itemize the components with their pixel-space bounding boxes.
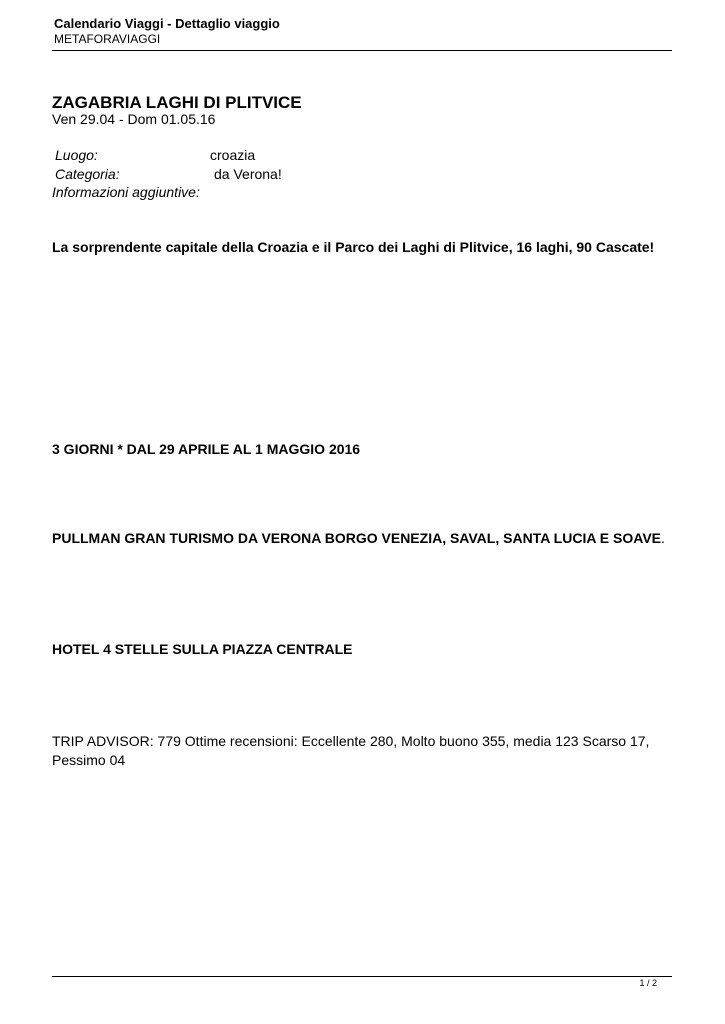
categoria-label: Categoria: bbox=[55, 166, 120, 182]
informazioni-label: Informazioni aggiuntive: bbox=[52, 184, 200, 200]
document-header-title: Calendario Viaggi - Dettaglio viaggio bbox=[54, 16, 280, 31]
event-dates: Ven 29.04 - Dom 01.05.16 bbox=[52, 111, 216, 127]
bus-text: PULLMAN GRAN TURISMO DA VERONA BORGO VENEZIA, SAVAL, SANTA LUCIA E SOAVE bbox=[52, 530, 662, 546]
intro-paragraph: La sorprendente capitale della Croazia e il Parco dei Laghi di Plitvice, 16 laghi, 90 Cascate! bbox=[52, 239, 655, 255]
bus-text-suffix: . bbox=[661, 530, 665, 546]
luogo-label: Luogo: bbox=[55, 147, 98, 163]
categoria-value: da Verona! bbox=[214, 166, 282, 182]
header-divider bbox=[52, 50, 672, 51]
luogo-value: croazia bbox=[210, 147, 256, 163]
hotel-paragraph: HOTEL 4 STELLE SULLA PIAZZA CENTRALE bbox=[52, 641, 353, 657]
event-title: ZAGABRIA LAGHI DI PLITVICE bbox=[52, 93, 302, 112]
bus-paragraph bbox=[52, 529, 672, 548]
duration-paragraph: 3 GIORNI * DAL 29 APRILE AL 1 MAGGIO 2016 bbox=[52, 441, 361, 457]
footer-divider bbox=[52, 976, 672, 977]
tripadvisor-paragraph: TRIP ADVISOR: 779 Ottime recensioni: Eccellente 280, Molto buono 355, media 123 Scarso 17, Pessimo 04 bbox=[52, 733, 650, 768]
page-number: 1 / 2 bbox=[639, 978, 657, 988]
document-header-subtitle: METAFORAVIAGGI bbox=[54, 32, 161, 46]
